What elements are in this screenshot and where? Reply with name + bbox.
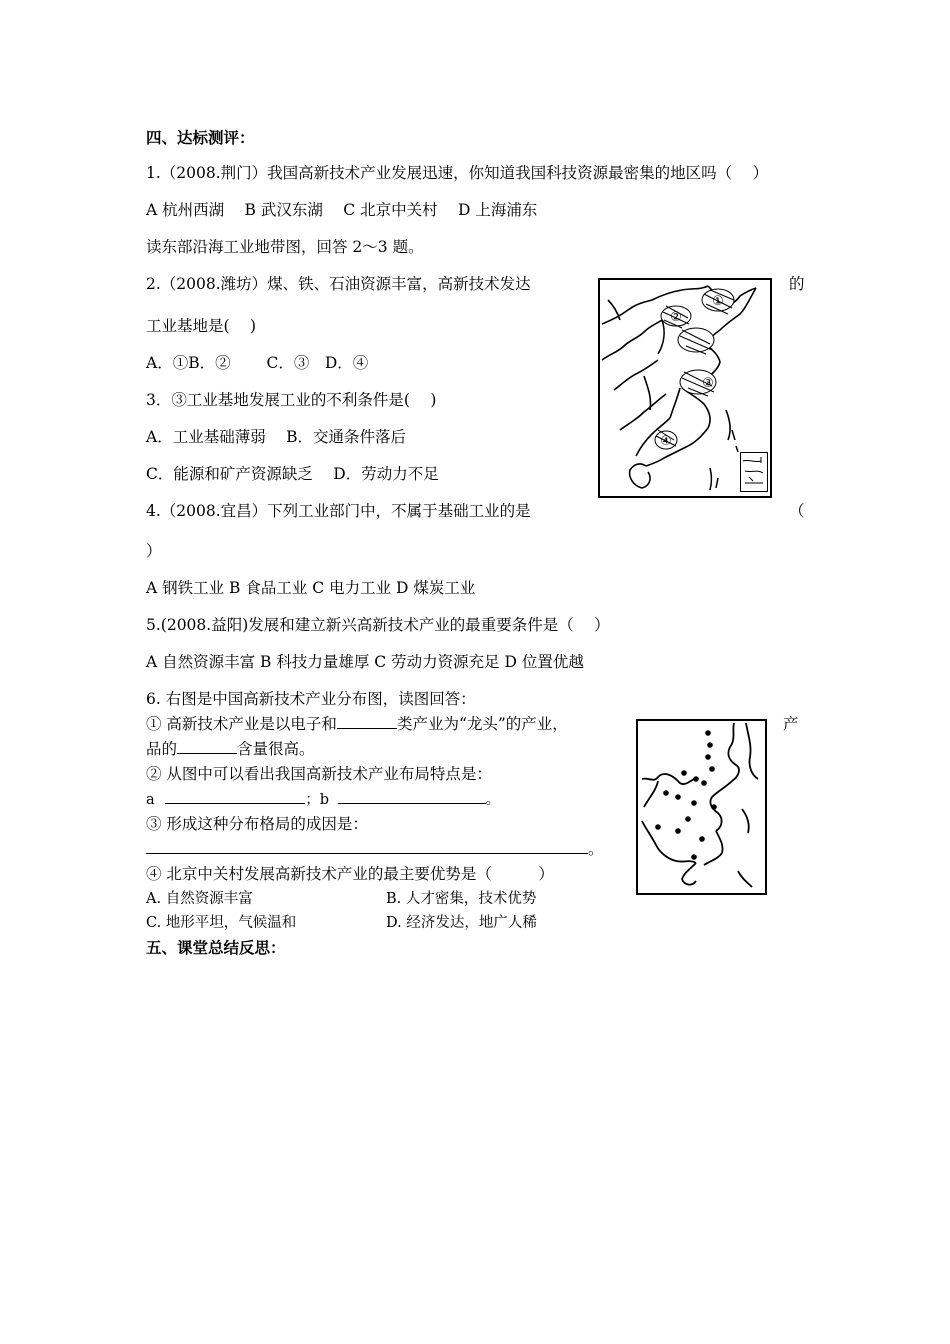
q3-stem: 3．③工业基地发展工业的不利条件是( ) (146, 391, 437, 409)
q6-option-d: D. 经济发达，地广人稀 (386, 915, 537, 931)
q6-blank-b[interactable] (338, 789, 486, 804)
q2-stem-cont: 工业基地是( ) (146, 317, 257, 335)
q6-blank-a[interactable] (165, 789, 305, 804)
q6-sub1-text-b: 类产业为“龙头”的产业， (396, 715, 568, 733)
hightech-distribution-map (636, 719, 767, 895)
south-china-sea-inset (740, 452, 768, 492)
q5-options: A 自然资源丰富 B 科技力量雄厚 C 劳动力资源充足 D 位置优越 (146, 653, 584, 671)
q3-options-1: A．工业基础薄弱 B．交通条件落后 (146, 428, 407, 446)
read-intro: 读东部沿海工业地带图，回答 2～3 题。 (146, 238, 424, 256)
map1-label-2: ② (670, 310, 682, 325)
hightech-distribution-map-drawing (638, 721, 765, 893)
map1-label-3: ③ (702, 376, 714, 391)
q6-sub2-b-label: ；b (305, 792, 330, 808)
q2-stem-end: 的 (789, 275, 805, 293)
section-4-title: 四、达标测评： (146, 128, 255, 147)
q1-stem: 1.（2008.荆门）我国高新技术产业发展迅速，你知道我国科技资源最密集的地区吗（ ） (146, 164, 769, 182)
q2-options: A．①B．② C．③ D．④ (146, 354, 369, 372)
q6-sub2-a-label: a (146, 792, 155, 808)
q4-paren-open: （ (789, 502, 805, 520)
q2-stem: 2.（2008.潍坊）煤、铁、石油资源丰富，高新技术发达 (146, 275, 531, 293)
q6-sub1-end: 产 (783, 715, 799, 733)
coastal-industry-map (598, 278, 772, 498)
q1-options: A 杭州西湖 B 武汉东湖 C 北京中关村 D 上海浦东 (146, 201, 538, 219)
q6-blank-content[interactable] (177, 739, 237, 754)
map1-label-1: ① (712, 294, 724, 309)
q6-sub3: ③ 形成这种分布格局的成因是： (146, 815, 368, 833)
q4-stem: 4.（2008.宜昌）下列工业部门中，不属于基础工业的是 (146, 502, 531, 520)
q6-blank-reason[interactable] (146, 839, 588, 854)
inset-drawing (741, 453, 767, 491)
q6-sub2-answers (146, 789, 500, 810)
q5-stem: 5.(2008.益阳)发展和建立新兴高新技术产业的最重要条件是（ ） (146, 616, 610, 634)
q6-sub2: ② 从图中可以看出我国高新技术产业布局特点是： (146, 765, 492, 783)
q6-sub1-text-d: 含量很高。 (237, 740, 315, 758)
map1-label-4: ④ (660, 434, 672, 449)
q6-sub3-answer (146, 839, 604, 859)
q3-options-2: C．能源和矿产资源缺乏 D．劳动力不足 (146, 465, 439, 483)
q6-stem: 6. 右图是中国高新技术产业分布图，读图回答： (146, 690, 476, 708)
q6-sub1-text-a: ① 高新技术产业是以电子和 (146, 715, 337, 733)
q6-blank-electronics[interactable] (337, 714, 397, 729)
q4-paren-close: ） (146, 542, 162, 560)
q6-sub3-end: 。 (588, 840, 604, 858)
q6-sub1-text-c: 品的 (146, 740, 178, 758)
q6-sub2-end: 。 (485, 792, 501, 808)
q6-sub1-cont (146, 739, 315, 759)
q6-sub1 (146, 714, 568, 734)
q6-option-b: B. 人才密集，技术优势 (386, 891, 537, 907)
q6-option-c: C. 地形平坦，气候温和 (146, 915, 297, 931)
q6-sub4: ④ 北京中关村发展高新技术产业的最主要优势是（ ） (146, 865, 554, 883)
section-5-title: 五、课堂总结反思： (146, 938, 286, 957)
q4-options: A 钢铁工业 B 食品工业 C 电力工业 D 煤炭工业 (146, 579, 476, 597)
q6-option-a: A. 自然资源丰富 (146, 891, 253, 907)
